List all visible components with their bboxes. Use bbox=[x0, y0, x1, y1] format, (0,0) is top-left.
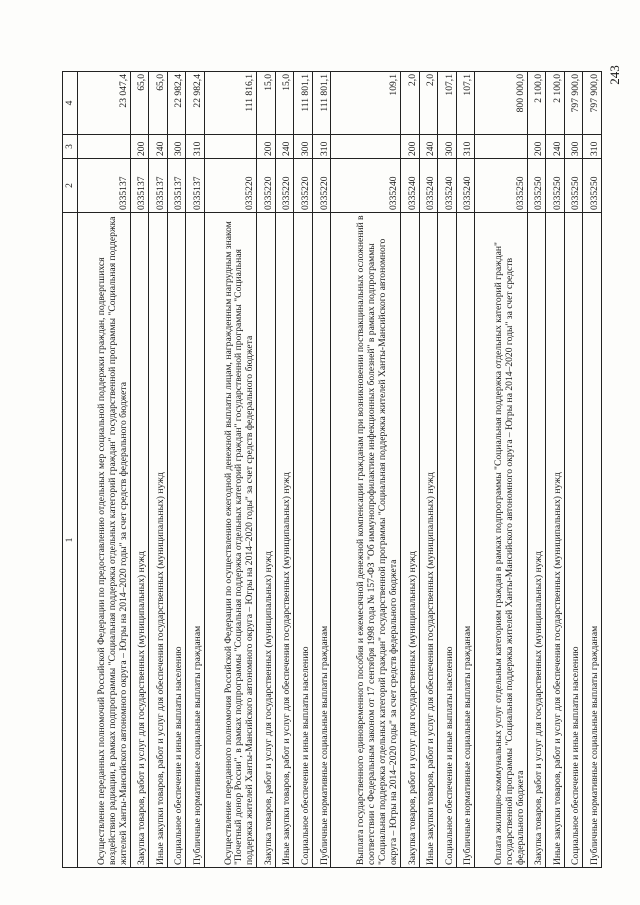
row-code-cell: 0335240 bbox=[456, 159, 475, 213]
row-code-cell: 0335137 bbox=[167, 159, 186, 213]
row-type-cell: 300 bbox=[167, 135, 186, 159]
header-col-1: 1 bbox=[63, 213, 78, 868]
row-amount-cell: 107,1 bbox=[456, 72, 475, 135]
row-amount-cell: 109,1 bbox=[331, 72, 401, 135]
row-amount-cell: 15,0 bbox=[275, 72, 294, 135]
row-amount-cell: 2 100,0 bbox=[546, 72, 565, 135]
page-number: 243 bbox=[607, 65, 622, 85]
row-amount-cell: 2 100,0 bbox=[527, 72, 546, 135]
row-name-cell: Социальное обеспечение и иные выплаты населению bbox=[564, 213, 583, 868]
table-row bbox=[419, 72, 438, 868]
row-type-cell: 310 bbox=[583, 135, 602, 159]
row-type-cell: 200 bbox=[527, 135, 546, 159]
row-code-cell: 0335137 bbox=[186, 159, 205, 213]
row-code-cell: 0335240 bbox=[419, 159, 438, 213]
row-name-cell: Закупка товаров, работ и услуг для государственных (муниципальных) нужд bbox=[130, 213, 149, 868]
row-type-cell bbox=[204, 135, 257, 159]
row-type-cell: 240 bbox=[419, 135, 438, 159]
row-code-cell: 0335220 bbox=[294, 159, 313, 213]
row-type-cell: 240 bbox=[149, 135, 168, 159]
row-type-cell bbox=[475, 135, 528, 159]
row-name-cell: Социальное обеспечение и иные выплаты населению bbox=[438, 213, 457, 868]
row-amount-cell: 111 801,1 bbox=[312, 72, 331, 135]
row-amount-cell: 107,1 bbox=[438, 72, 457, 135]
row-name-cell: Публичные нормативные социальные выплаты гражданам bbox=[456, 213, 475, 868]
table-row bbox=[257, 72, 276, 868]
row-code-cell: 0335240 bbox=[331, 159, 401, 213]
row-type-cell: 200 bbox=[257, 135, 276, 159]
row-name-cell: Осуществление переданного полномочия Российской Федерации по осуществлению ежегодной денежной выплаты лицам, награжденным нагрудным знаком "Почетный донор России", в рамках подпрограммы "Социальная поддержка отдельных категорий граждан" государственной программы "Социальная поддержка жителей Ханты-Мансийского автономного округа – Югры на 2014–2020 годы" за счет средств федерального бюджета bbox=[204, 213, 257, 868]
row-amount-cell: 65,0 bbox=[149, 72, 168, 135]
row-code-cell: 0335250 bbox=[564, 159, 583, 213]
row-name-cell: Закупка товаров, работ и услуг для государственных (муниципальных) нужд bbox=[527, 213, 546, 868]
row-type-cell: 300 bbox=[564, 135, 583, 159]
row-name-cell: Публичные нормативные социальные выплаты гражданам bbox=[583, 213, 602, 868]
table-row bbox=[583, 72, 602, 868]
row-type-cell: 310 bbox=[186, 135, 205, 159]
header-col-3: 3 bbox=[63, 135, 78, 159]
table-row bbox=[186, 72, 205, 868]
table-row bbox=[456, 72, 475, 868]
row-amount-cell: 23 047,4 bbox=[78, 72, 131, 135]
row-amount-cell: 22 982,4 bbox=[167, 72, 186, 135]
row-type-cell: 240 bbox=[546, 135, 565, 159]
row-code-cell: 0335240 bbox=[400, 159, 419, 213]
header-col-2: 2 bbox=[63, 159, 78, 213]
row-amount-cell: 15,0 bbox=[257, 72, 276, 135]
row-name-cell: Иные закупки товаров, работ и услуг для обеспечения государственных (муниципальных) нужд bbox=[546, 213, 565, 868]
table-row bbox=[149, 72, 168, 868]
row-name-cell: Закупка товаров, работ и услуг для государственных (муниципальных) нужд bbox=[257, 213, 276, 868]
row-name-cell: Осуществление переданных полномочий Российской Федерации по предоставлению отдельных мер социальной поддержки граждан, подвергшихся воздействию радиации, в рамках подпрограммы "Социальная поддержка отдельных категорий граждан" государственной программы "Социальная поддержка жителей Ханты-Мансийского автономного округа – Югры на 2014–2020 годы" за счет средств федерального бюджета bbox=[78, 213, 131, 868]
row-type-cell: 300 bbox=[438, 135, 457, 159]
table-row bbox=[275, 72, 294, 868]
row-type-cell: 240 bbox=[275, 135, 294, 159]
row-code-cell: 0335220 bbox=[204, 159, 257, 213]
row-amount-cell: 797 900,0 bbox=[564, 72, 583, 135]
row-type-cell: 200 bbox=[400, 135, 419, 159]
row-amount-cell: 111 816,1 bbox=[204, 72, 257, 135]
row-amount-cell: 111 801,1 bbox=[294, 72, 313, 135]
row-name-cell: Публичные нормативные социальные выплаты гражданам bbox=[186, 213, 205, 868]
row-amount-cell: 22 982,4 bbox=[186, 72, 205, 135]
table-row bbox=[564, 72, 583, 868]
row-name-cell: Иные закупки товаров, работ и услуг для обеспечения государственных (муниципальных) нужд bbox=[419, 213, 438, 868]
table-row bbox=[167, 72, 186, 868]
row-code-cell: 0335137 bbox=[130, 159, 149, 213]
table-row bbox=[204, 72, 257, 868]
row-type-cell: 300 bbox=[294, 135, 313, 159]
table-row bbox=[546, 72, 565, 868]
header-col-4: 4 bbox=[63, 72, 78, 135]
row-name-cell: Иные закупки товаров, работ и услуг для обеспечения государственных (муниципальных) нужд bbox=[275, 213, 294, 868]
row-type-cell: 200 bbox=[130, 135, 149, 159]
row-name-cell: Социальное обеспечение и иные выплаты населению bbox=[294, 213, 313, 868]
row-type-cell bbox=[331, 135, 401, 159]
row-amount-cell: 800 000,0 bbox=[475, 72, 528, 135]
row-name-cell: Публичные нормативные социальные выплаты гражданам bbox=[312, 213, 331, 868]
row-type-cell: 310 bbox=[312, 135, 331, 159]
row-code-cell: 0335250 bbox=[475, 159, 528, 213]
table-row bbox=[331, 72, 401, 868]
row-code-cell: 0335250 bbox=[583, 159, 602, 213]
table-header-row bbox=[63, 72, 78, 868]
row-code-cell: 0335240 bbox=[438, 159, 457, 213]
budget-table bbox=[62, 71, 602, 868]
row-code-cell: 0335250 bbox=[546, 159, 565, 213]
row-name-cell: Оплата жилищно-коммунальных услуг отдельным категориям граждан в рамках подпрограммы "Социальная поддержка отдельных категорий граждан" государственной программы "Социальная поддержка жителей Ханты-Мансийского автономного округа – Югры на 2014–2020 годы" за счет средств федерального бюджета bbox=[475, 213, 528, 868]
row-code-cell: 0335250 bbox=[527, 159, 546, 213]
table-row bbox=[400, 72, 419, 868]
table-row bbox=[130, 72, 149, 868]
rotated-table-container bbox=[62, 72, 602, 868]
row-type-cell bbox=[78, 135, 131, 159]
table-body bbox=[63, 72, 602, 868]
row-code-cell: 0335220 bbox=[257, 159, 276, 213]
row-code-cell: 0335220 bbox=[275, 159, 294, 213]
row-type-cell: 310 bbox=[456, 135, 475, 159]
table-row bbox=[438, 72, 457, 868]
row-code-cell: 0335220 bbox=[312, 159, 331, 213]
table-row bbox=[475, 72, 528, 868]
row-amount-cell: 65,0 bbox=[130, 72, 149, 135]
row-name-cell: Выплата государственного единовременного пособия и ежемесячной денежной компенсации гражданам при возникновении поствакцинальных осложнений в соответствии с Федеральным законом от 17 сентября 1998 года № 157-ФЗ "Об иммунопрофилактике инфекционных болезней" в рамках подпрограммы "Социальная поддержка отдельных категорий граждан" государственной программы "Социальная поддержка жителей Ханты-Мансийского автономного округа – Югры на 2014–2020 годы" за счет средств федерального бюджета bbox=[331, 213, 401, 868]
row-amount-cell: 797 900,0 bbox=[583, 72, 602, 135]
row-name-cell: Закупка товаров, работ и услуг для государственных (муниципальных) нужд bbox=[400, 213, 419, 868]
table-row bbox=[312, 72, 331, 868]
table-row bbox=[78, 72, 131, 868]
table-row bbox=[527, 72, 546, 868]
table-row bbox=[294, 72, 313, 868]
row-code-cell: 0335137 bbox=[149, 159, 168, 213]
row-name-cell: Социальное обеспечение и иные выплаты населению bbox=[167, 213, 186, 868]
row-code-cell: 0335137 bbox=[78, 159, 131, 213]
row-name-cell: Иные закупки товаров, работ и услуг для обеспечения государственных (муниципальных) нужд bbox=[149, 213, 168, 868]
row-amount-cell: 2,0 bbox=[419, 72, 438, 135]
row-amount-cell: 2,0 bbox=[400, 72, 419, 135]
